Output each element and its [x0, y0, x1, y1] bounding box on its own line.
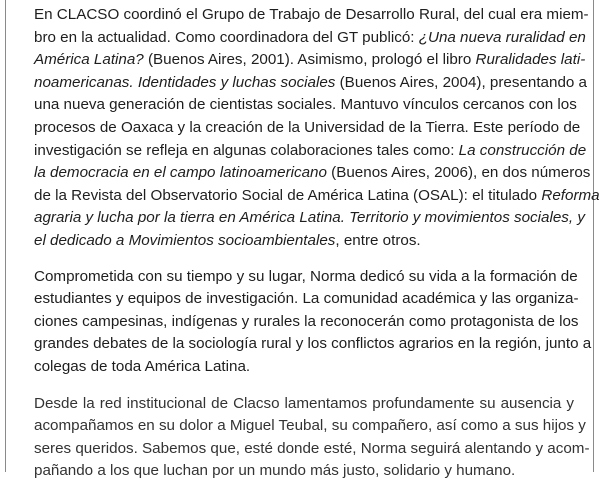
page-frame [5, 0, 600, 480]
text-line [34, 72, 588, 95]
body-text: procesos de Oaxaca y la creación de la Universidad de la Tierra. Este período de [34, 118, 581, 136]
body-text: de la Revista del Observatorio Social de América Latina (OSAL): el titulado [34, 186, 542, 204]
body-text: ciones campesinas, indígenas y rurales la reconocerán como protagonista de los [34, 312, 579, 330]
body-text: estudiantes y equipos de investigación. La comunidad académica y las organiza- [34, 290, 579, 308]
document-body [34, 4, 600, 483]
body-text: investigación se refleja en algunas colaboraciones tales como: [34, 141, 459, 159]
body-text: (Buenos Aires, 2001). Asimismo, prologó el libro [143, 51, 476, 69]
text-line [34, 185, 600, 208]
text-line [34, 4, 589, 27]
body-text: En CLACSO coordinó el Grupo de Trabajo de Desarrollo Rural, del cual era miem- [34, 6, 589, 23]
text-line [34, 140, 587, 163]
paragraph-condolences [34, 393, 590, 483]
body-text: grandes debates de la sociología rural y los conflictos agrarios en la región, junto a [34, 335, 592, 353]
italic-title-text: Ruralidades lati- [475, 51, 586, 69]
italic-title-text: agraria y lucha por la tierra en América Latina. Territorio y movimientos sociales, y [34, 209, 585, 227]
body-text: , entre otros. [335, 231, 421, 249]
text-line [34, 27, 586, 50]
italic-title-text: La construcción de [458, 141, 587, 159]
body-text: seres queridos. Sabemos que, esté donde esté, Norma seguirá alentando y acom- [34, 439, 590, 457]
text-line [34, 49, 586, 72]
paragraph-commitment [34, 266, 592, 379]
text-line [34, 393, 574, 416]
text-line [34, 94, 577, 117]
paragraph-clacso-coordination [34, 4, 600, 253]
body-text: acompañamos en su dolor a Miguel Teubal, su compañero, así como a sus hijos y [34, 417, 586, 435]
body-text: colegas de toda América Latina. [34, 357, 251, 375]
text-line [34, 311, 579, 334]
italic-title-text: América Latina? [34, 51, 144, 69]
italic-title-text: Reforma [541, 186, 600, 204]
italic-title-text: noamericanas. Identidades y luchas sociales [34, 73, 336, 91]
body-text: una nueva generación de cientistas sociales. Mantuvo vínculos cercanos con los [34, 96, 577, 114]
body-text: (Buenos Aires, 2006), en dos números [326, 164, 591, 182]
text-line [34, 438, 590, 461]
italic-title-text: ¿Una nueva ruralidad en [418, 28, 586, 46]
text-line [34, 266, 578, 289]
body-text: pañando a los que luchan por un mundo más justo, solidario y humano. [34, 462, 516, 480]
text-line [34, 333, 592, 356]
text-line [34, 288, 579, 311]
text-line [34, 162, 591, 185]
italic-title-text: la democracia en el campo latinoamericano [34, 164, 327, 182]
text-line [34, 207, 585, 230]
body-text: (Buenos Aires, 2004), presentando a [335, 73, 588, 91]
italic-title-text: el dedicado a Movimientos socioambientales [34, 231, 336, 249]
body-text: bro en la actualidad. Como coordinadora del GT publicó: [34, 28, 419, 46]
text-line [34, 117, 581, 140]
text-line [34, 415, 586, 438]
body-text: Comprometida con su tiempo y su lugar, Norma dedicó su vida a la formación de [34, 267, 578, 285]
body-text: Desde la red institucional de Clacso lamentamos profundamente su ausencia y [34, 394, 574, 412]
text-line [34, 230, 574, 253]
text-line [34, 356, 574, 379]
